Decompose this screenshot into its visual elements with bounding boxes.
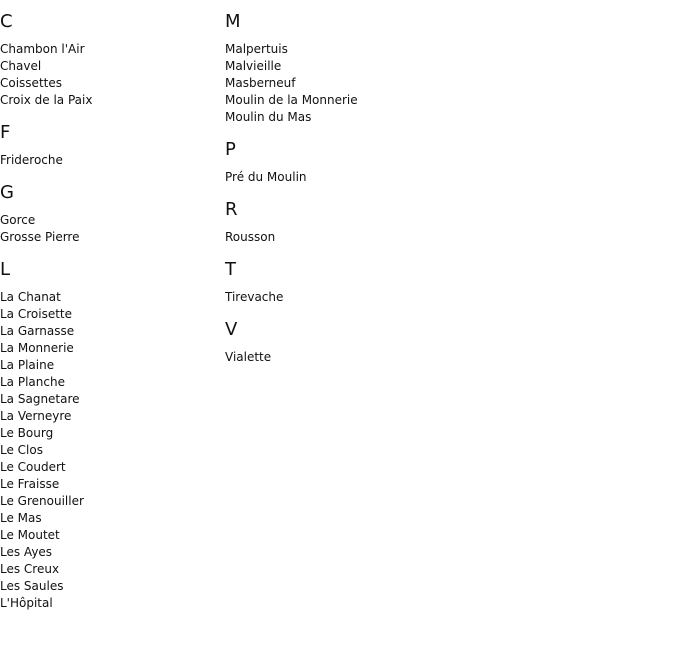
place-link[interactable]: La Monnerie [0,341,74,355]
place-link[interactable]: Pré du Moulin [225,170,307,184]
place-link[interactable]: Moulin de la Monnerie [225,93,358,107]
letter-heading: T [225,259,236,280]
place-link[interactable]: Le Bourg [0,426,54,440]
letter-heading: L [0,259,11,280]
letter-group-c [0,0,220,109]
place-link[interactable]: La Garnasse [0,324,75,338]
place-list [0,152,220,169]
place-link[interactable]: Le Mas [0,511,42,525]
letter-group-v [225,306,525,366]
place-link[interactable]: Frideroche [0,153,63,167]
place-link[interactable]: Malvieille [225,59,282,73]
place-link[interactable]: La Plaine [0,358,55,372]
place-link[interactable]: Tirevache [225,290,284,304]
place-list [0,41,220,109]
place-link[interactable]: Grosse Pierre [0,230,80,244]
place-list [225,289,525,306]
place-link[interactable]: Chambon l'Air [0,42,85,56]
place-link[interactable]: La Croisette [0,307,73,321]
letter-group-t [225,246,525,306]
place-link[interactable]: Le Clos [0,443,43,457]
place-link[interactable]: Les Ayes [0,545,53,559]
place-link[interactable]: Le Fraisse [0,477,60,491]
place-link[interactable]: Coissettes [0,76,62,90]
place-list [225,169,525,186]
place-link[interactable]: Moulin du Mas [225,110,312,124]
letter-group-r [225,186,525,246]
place-link[interactable]: L'Hôpital [0,596,53,610]
place-list [225,229,525,246]
letter-group-p [225,126,525,186]
place-list [225,349,525,366]
place-link[interactable]: La Planche [0,375,65,389]
place-link[interactable]: Chavel [0,59,42,73]
place-list [0,289,220,612]
place-link[interactable]: La Verneyre [0,409,72,423]
place-link[interactable]: Le Coudert [0,460,66,474]
left-column [0,0,220,612]
letter-heading: P [225,139,236,160]
place-link[interactable]: La Sagnetare [0,392,80,406]
place-link[interactable]: Le Grenouiller [0,494,84,508]
letter-group-l [0,246,220,612]
letter-heading: G [0,182,14,203]
letter-heading: M [225,11,241,32]
letter-group-f [0,109,220,169]
place-link[interactable]: Masberneuf [225,76,296,90]
place-link[interactable]: Vialette [225,350,272,364]
place-link[interactable]: Les Saules [0,579,64,593]
place-link[interactable]: Rousson [225,230,276,244]
place-link[interactable]: Le Moutet [0,528,60,542]
place-link[interactable]: Croix de la Paix [0,93,93,107]
place-link[interactable]: Gorce [0,213,36,227]
place-link[interactable]: Les Creux [0,562,60,576]
place-link[interactable]: La Chanat [0,290,61,304]
letter-heading: V [225,319,238,340]
right-column [225,0,525,366]
letter-heading: C [0,11,13,32]
letter-group-g [0,169,220,246]
place-link[interactable]: Malpertuis [225,42,288,56]
letter-group-m [225,0,525,126]
place-list [0,212,220,246]
letter-heading: R [225,199,238,220]
letter-heading: F [0,122,11,143]
place-list [225,41,525,126]
